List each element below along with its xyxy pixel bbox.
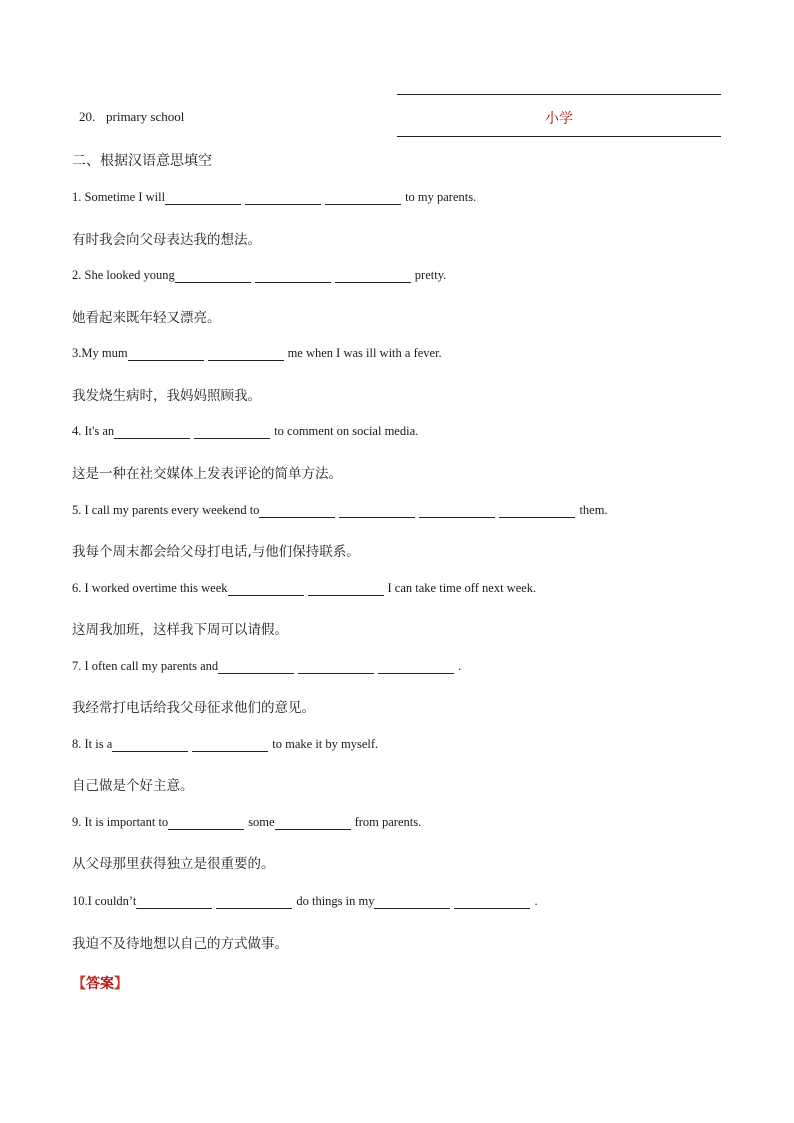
- question-4: [72, 424, 418, 439]
- question-text: 7. I often call my parents and: [72, 659, 219, 673]
- vocab-bottom-rule: [397, 136, 721, 137]
- question-text: them.: [579, 503, 608, 517]
- answer-bracket-close: 】: [114, 976, 128, 992]
- question-5: [72, 503, 608, 518]
- question-2-translation: 她看起来既年轻又漂亮。: [72, 310, 221, 326]
- question-text: 3.My mum: [72, 346, 128, 360]
- answer-blank[interactable]: [325, 192, 401, 205]
- question-8: [72, 737, 378, 752]
- answer-blank[interactable]: [128, 348, 204, 361]
- answer-blank[interactable]: [259, 505, 335, 518]
- answer-blank[interactable]: [378, 661, 454, 674]
- question-4-translation: 这是一种在社交媒体上发表评论的简单方法。: [72, 466, 342, 482]
- answer-blank[interactable]: [308, 583, 384, 596]
- answer-blank[interactable]: [216, 896, 292, 909]
- question-9: [72, 815, 421, 830]
- answer-blank[interactable]: [218, 661, 294, 674]
- question-6: [72, 581, 536, 596]
- answer-blank[interactable]: [168, 817, 244, 830]
- question-text: 10.I couldn’t: [72, 894, 137, 908]
- question-1-translation: 有时我会向父母表达我的想法。: [72, 232, 261, 248]
- question-1: [72, 190, 476, 205]
- answer-blank[interactable]: [275, 817, 351, 830]
- section-title: 二、根据汉语意思填空: [72, 153, 212, 169]
- answer-blank[interactable]: [499, 505, 575, 518]
- question-8-translation: 自己做是个好主意。: [72, 778, 194, 794]
- question-text: to make it by myself.: [272, 737, 379, 751]
- vocab-number: 20.: [79, 109, 96, 124]
- answer-blank[interactable]: [419, 505, 495, 518]
- question-text: .: [534, 894, 538, 908]
- answer-heading: [72, 973, 128, 993]
- question-3-translation: 我发烧生病时，我妈妈照顾我。: [72, 388, 261, 404]
- question-text: to my parents.: [405, 190, 477, 204]
- question-10-translation: 我迫不及待地想以自己的方式做事。: [72, 936, 288, 952]
- answer-blank[interactable]: [245, 192, 321, 205]
- question-7-translation: 我经常打电话给我父母征求他们的意见。: [72, 700, 315, 716]
- question-text: .: [458, 659, 462, 673]
- question-text: do things in my: [296, 894, 375, 908]
- answer-blank[interactable]: [298, 661, 374, 674]
- answer-blank[interactable]: [165, 192, 241, 205]
- question-text: 1. Sometime I will: [72, 190, 166, 204]
- vocab-top-rule: [397, 94, 721, 95]
- answer-blank[interactable]: [255, 270, 331, 283]
- question-text: pretty.: [414, 268, 447, 282]
- question-text: some: [248, 815, 275, 829]
- answer-blank[interactable]: [374, 896, 450, 909]
- question-text: 9. It is important to: [72, 815, 169, 829]
- question-9-translation: 从父母那里获得独立是很重要的。: [72, 856, 275, 872]
- answer-blank[interactable]: [192, 739, 268, 752]
- question-text: I can take time off next week.: [387, 581, 537, 595]
- question-10: [72, 894, 538, 909]
- question-text: 2. She looked young: [72, 268, 175, 282]
- vocab-answer: 小学: [545, 111, 573, 127]
- question-text: 8. It is a: [72, 737, 113, 751]
- answer-blank[interactable]: [335, 270, 411, 283]
- answer-blank[interactable]: [194, 426, 270, 439]
- answer-blank[interactable]: [454, 896, 530, 909]
- answer-blank[interactable]: [228, 583, 304, 596]
- answer-blank[interactable]: [112, 739, 188, 752]
- question-7: [72, 659, 461, 674]
- question-text: from parents.: [354, 815, 422, 829]
- question-text: to comment on social media.: [274, 424, 419, 438]
- answer-blank[interactable]: [208, 348, 284, 361]
- question-text: me when I was ill with a fever.: [287, 346, 442, 360]
- question-text: 4. It's an: [72, 424, 115, 438]
- question-2: [72, 268, 446, 283]
- question-5-translation: 我每个周末都会给父母打电话,与他们保持联系。: [72, 544, 360, 560]
- question-6-translation: 这周我加班，这样我下周可以请假。: [72, 622, 288, 638]
- answer-blank[interactable]: [136, 896, 212, 909]
- answer-bracket-open: 【: [72, 976, 86, 992]
- question-text: 6. I worked overtime this week: [72, 581, 228, 595]
- question-3: [72, 346, 442, 361]
- answer-blank[interactable]: [339, 505, 415, 518]
- answer-blank[interactable]: [175, 270, 251, 283]
- answer-label-text: 答案: [86, 976, 114, 992]
- question-text: 5. I call my parents every weekend to: [72, 503, 260, 517]
- answer-blank[interactable]: [114, 426, 190, 439]
- vocab-term: primary school: [106, 109, 185, 124]
